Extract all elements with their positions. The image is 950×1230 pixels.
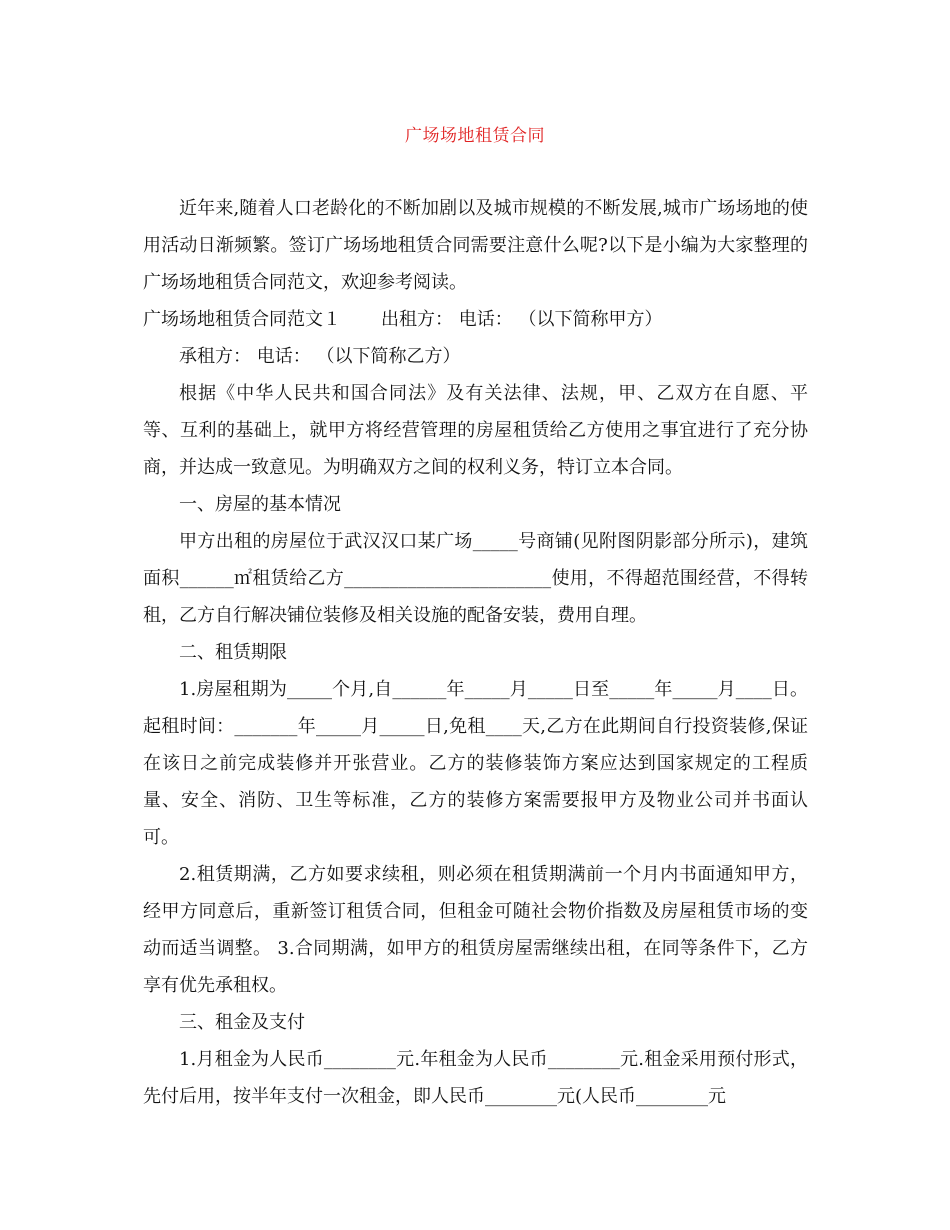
section-heading-term: 二、租赁期限 xyxy=(179,642,287,663)
document-body xyxy=(143,190,808,1115)
term-clause-1: 1.房屋租期为_____个月,自______年_____月_____日至_____年_____月____日。起租时间：_______年_____月_____日,免租____天,乙方在此期间自行投资装修,保证在该日之前完成装修并开张营业。乙方的装修装饰方案应达到国家规定的工程质量、安全、消防、卫生等标准，乙方的装修方案需要报甲方及物业公司并书面认可。 xyxy=(143,679,808,848)
document-title: 广场场地租赁合同 xyxy=(405,126,545,146)
sample-heading-line xyxy=(143,301,808,338)
rent-clause-1: 1.月租金为人民币________元.年租金为人民币________元.租金采用预付形式，先付后用，按半年支付一次租金，即人民币________元(人民币________元 xyxy=(143,1049,808,1107)
lessor-line: 出租方： 电话： （以下简称甲方） xyxy=(381,309,663,330)
property-paragraph: 甲方出租的房屋位于武汉汉口某广场_____号商铺(见附图阴影部分所示)，建筑面积______㎡租赁给乙方_______________________使用，不得超范围经营，不得转租，乙方自行解决铺位装修及相关设施的配备安装，费用自理。 xyxy=(143,531,808,626)
section-heading-property: 一、房屋的基本情况 xyxy=(179,494,341,515)
section-heading-rent: 三、租金及支付 xyxy=(179,1012,305,1033)
intro-paragraph: 近年来,随着人口老龄化的不断加剧以及城市规模的不断发展,城市广场场地的使用活动日渐频繁。签订广场场地租赁合同需要注意什么呢?以下是小编为大家整理的广场场地租赁合同范文，欢迎参考阅读。 xyxy=(143,198,808,293)
sample-heading: 广场场地租赁合同范文１ xyxy=(143,309,341,330)
term-clause-2: 2.租赁期满，乙方如要求续租，则必须在租赁期满前一个月内书面通知甲方，经甲方同意后，重新签订租赁合同，但租金可随社会物价指数及房屋租赁市场的变动而适当调整。 3.合同期满，如甲方的租赁房屋需继续出租，在同等条件下，乙方享有优先承租权。 xyxy=(143,864,808,996)
lessee-line: 承租方： 电话： （以下简称乙方） xyxy=(179,346,461,367)
preamble-paragraph: 根据《中华人民共和国合同法》及有关法律、法规，甲、乙双方在自愿、平等、互利的基础上，就甲方将经营管理的房屋租赁给乙方使用之事宜进行了充分协商，并达成一致意见。为明确双方之间的权利义务，特订立本合同。 xyxy=(143,383,808,478)
